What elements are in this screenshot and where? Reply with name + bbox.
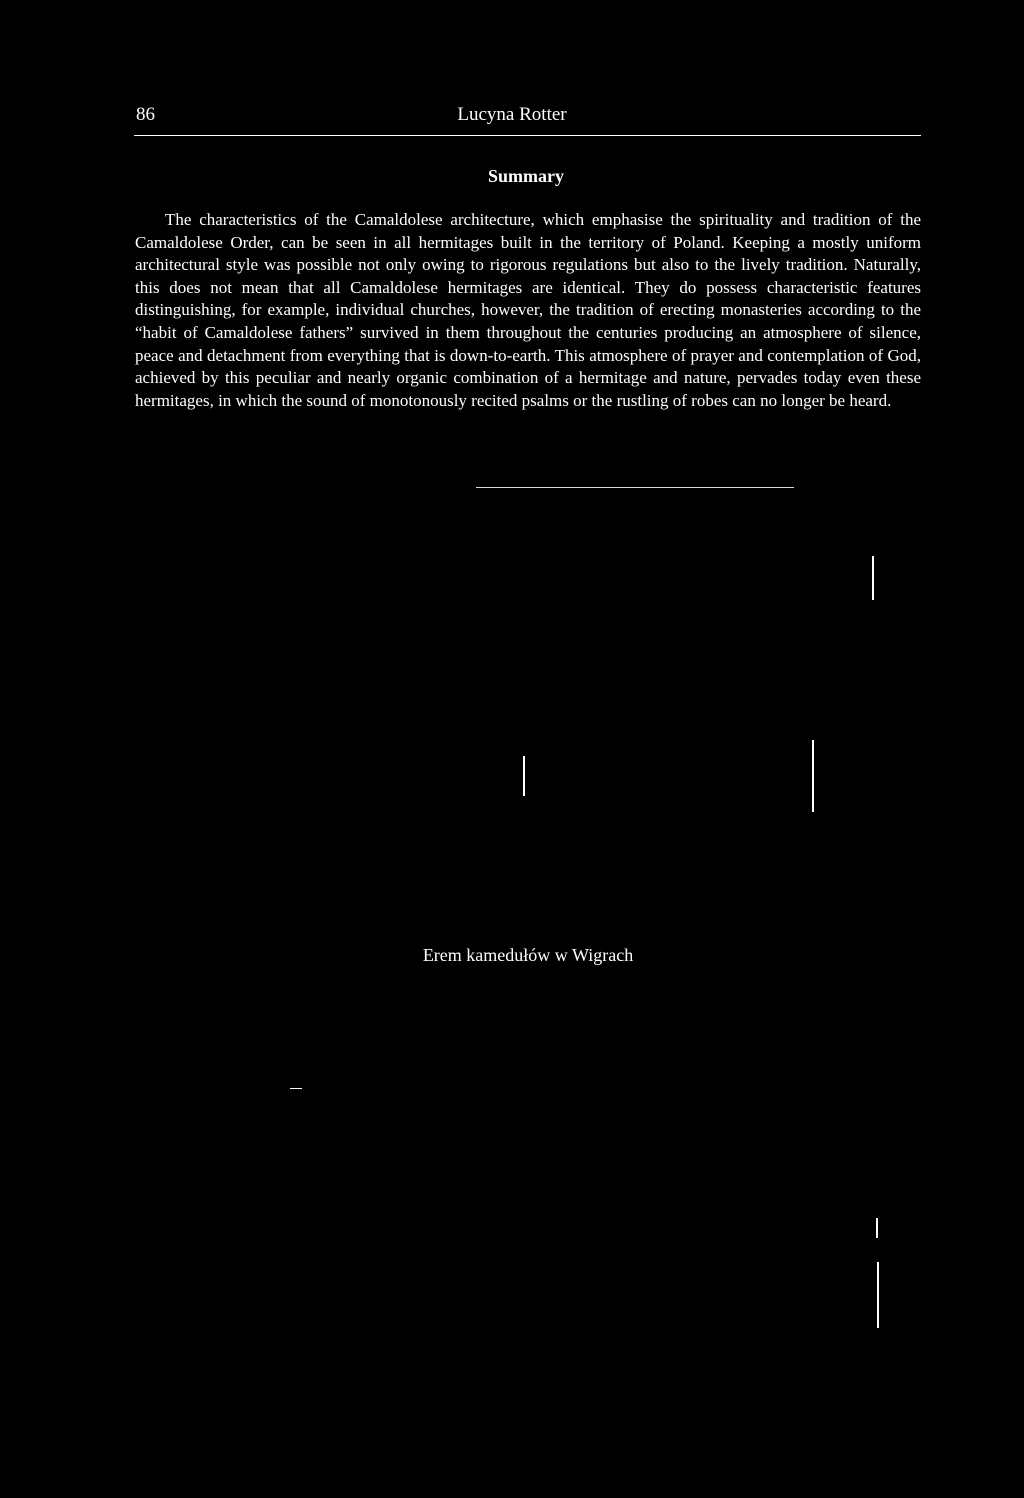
scan-artifact-line	[877, 1262, 879, 1328]
scan-artifact-line	[523, 756, 525, 796]
page-number: 86	[136, 104, 155, 125]
section-end-rule	[476, 487, 794, 488]
summary-paragraph: The characteristics of the Camaldolese architecture, which emphasise the spirituality and tradition of the Camaldolese Order, can be seen in all hermitages built in the territory of Poland. Keeping a mostly uniform architectural style was possible not only owing to rigorous regulations but also to the lively tradition. Naturally, this does not mean that all Camaldolese hermitages are identical. They do possess characteristic features distinguishing, for example, individual churches, however, the tradition of erecting monasteries according to the “habit of Camaldolese fathers” survived in them throughout the centuries producing an atmosphere of silence, peace and detachment from everything that is down-to-earth. This atmosphere of prayer and contemplation of God, achieved by this peculiar and nearly organic combination of a hermitage and nature, pervades today even these hermitages, in which the sound of monotonously recited psalms or the rustling of robes can no longer be heard.	[135, 210, 921, 410]
scan-artifact-line	[872, 556, 874, 600]
scan-artifact-line	[876, 1218, 878, 1238]
scan-artifact-line	[812, 740, 814, 812]
figure-caption: Erem kamedułów w Wigrach	[422, 945, 634, 965]
running-head-author: Lucyna Rotter	[457, 104, 567, 125]
header-rule	[134, 135, 921, 136]
scan-artifact-dash	[290, 1088, 302, 1089]
section-heading: Summary	[488, 166, 564, 186]
